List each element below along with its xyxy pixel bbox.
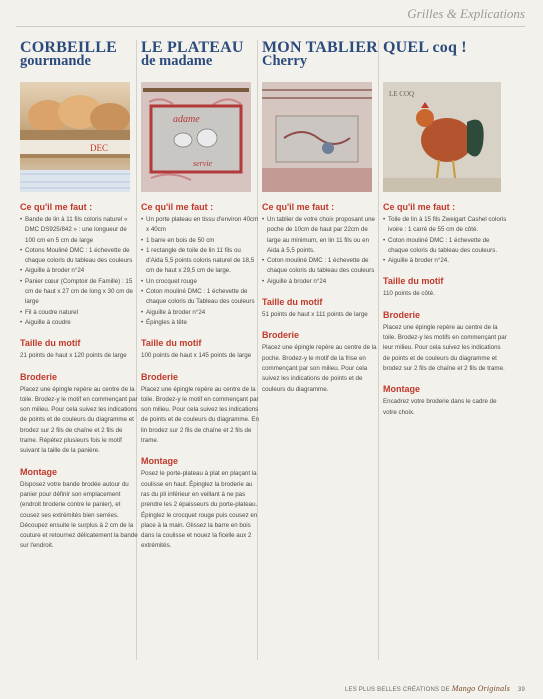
list-item: • Un crocquet rouge	[141, 277, 259, 287]
apron-photo	[262, 82, 372, 192]
list-item: • Aiguille à broder n°24	[141, 308, 259, 318]
basket-photo	[20, 82, 130, 192]
project-title	[262, 40, 380, 80]
footer-brand: Mango Originals	[451, 684, 511, 693]
project-title	[141, 40, 259, 80]
needs-list	[20, 215, 138, 328]
assembly-title: Montage	[141, 456, 178, 467]
page-number: 39	[517, 687, 525, 693]
assembly-title: Montage	[383, 384, 420, 395]
list-item: • Coton mouliné DMC : 1 échevette de chaque coloris du Tableau des couleurs	[141, 287, 259, 308]
page-footer	[345, 684, 525, 693]
title-line2: Cherry	[262, 53, 308, 70]
tray-word-bottom: servie	[193, 159, 213, 168]
assembly-text: Encadrez votre broderie dans le cadre de votre choix.	[383, 398, 497, 416]
size-text: 110 points de côté.	[383, 290, 435, 298]
header-divider	[16, 26, 525, 27]
section-header: Grilles & Explications	[407, 6, 525, 21]
list-item: • Un porte plateau en tissu d'environ 40cm x 40cm	[141, 215, 259, 236]
project-title	[20, 40, 138, 80]
list-item: • Bande de lin à 11 fils coloris naturel « DMC DS925/842 » : une longueur de 100 cm en 5 cm de large	[20, 215, 138, 246]
size-title: Taille du motif	[262, 297, 323, 308]
embroidery-title: Broderie	[383, 309, 421, 320]
needs-title: Ce qu'il me faut :	[20, 202, 93, 212]
embroidery-text: Placez une épingle repère au centre de la toile. Brodez-y les motifs en commençant par leur milieu. Pour cela suivez les indications de points et de couleurs du diagramme et brodez sur 2 fils de chaîne et 2 fils de trame.	[383, 323, 507, 372]
embroidery-title: Broderie	[20, 371, 58, 382]
basket-monogram: DEC	[90, 143, 108, 153]
project-corbeille	[20, 40, 138, 552]
title-line1: QUEL coq !	[383, 39, 467, 56]
tray-word-top: adame	[173, 114, 200, 125]
assembly-title: Montage	[20, 466, 57, 477]
title-line1: LE PLATEAU	[141, 39, 244, 56]
title-line2: gourmande	[20, 53, 91, 70]
size-text: 21 points de haut x 120 points de large	[20, 352, 127, 360]
list-item: • Coton mouliné DMC : 1 échevette de chaque coloris du tableau des couleurs.	[383, 236, 509, 257]
needs-title: Ce qu'il me faut :	[383, 202, 456, 212]
embroidery-title: Broderie	[141, 371, 179, 382]
basket-illustration	[20, 82, 130, 192]
embroidery-text: Placez une épingle repère au centre de la poche. Brodez-y le motif de la frise en commençant par son milieu. Pour cela suivez les indications de points et de couleurs du diagramme.	[262, 344, 377, 393]
project-coq	[383, 40, 509, 418]
assembly-text: Disposez votre bande brodée autour du panier pour définir son emplacement (endroit broderie contre le panier), et cousez ses extrémités bien serrées. Découpez ensuite le surplus à 2 cm de la couture et retournez délicatement la bande sur l'endroit.	[20, 480, 138, 550]
size-text: 100 points de haut x 145 points de large	[141, 352, 252, 360]
apron-illustration	[262, 82, 372, 192]
list-item: • Un tablier de votre choix proposant une poche de 10cm de haut par 22cm de large au minimum, en lin 11 fils ou en Aida à 5,5 points.	[262, 215, 380, 256]
list-item: • Aiguille à broder n°24	[262, 277, 380, 287]
embroidery-text: Placez une épingle repère au centre de la toile. Brodez-y le motif en commençant par son milieu. Pour cela suivez les indications de points et de couleurs du diagramme. En lin brodez sur 2 fils de chaîne et 2 fils de trame.	[141, 385, 259, 445]
embroidery-text: Placez une épingle repère au centre de la toile. Brodez-y le motif en commençant par son milieu. Pour cela suivez les indications de points et de couleurs du diagramme et brodez sur 2 fils de chaîne et 2 fils de trame. Répétez plusieurs fois le motif suivant la taille de la panière.	[20, 385, 138, 455]
size-title: Taille du motif	[383, 276, 444, 287]
needs-title: Ce qu'il me faut :	[262, 202, 335, 212]
list-item: • 1 rectangle de toile de lin 11 fils ou d'Aida 5,5 points coloris naturel de 18,5 cm de haut x 29,5 cm de large.	[141, 246, 259, 277]
size-text: 51 points de haut x 111 points de large	[262, 311, 368, 319]
list-item: • Fil à coudre naturel	[20, 308, 138, 318]
list-item: • Panier cœur (Comptoir de Famille) : 15 cm de haut x 27 cm de long x 30 cm de large	[20, 277, 138, 308]
list-item: • Épingles à tête	[141, 318, 259, 328]
list-item: • Cotons Mouliné DMC : 1 échevette de chaque coloris du tableau des couleurs	[20, 246, 138, 267]
footer-source: LES PLUS BELLES CRÉATIONS DE	[344, 687, 450, 693]
needs-title: Ce qu'il me faut :	[141, 202, 214, 212]
rooster-photo	[383, 82, 501, 192]
title-line2: de madame	[141, 53, 213, 70]
size-title: Taille du motif	[20, 338, 81, 349]
title-line1: CORBEILLE	[20, 39, 117, 56]
tray-illustration	[141, 82, 251, 192]
list-item: • Aiguille à broder n°24	[20, 266, 138, 276]
list-item: • 1 barre en bois de 50 cm	[141, 236, 259, 246]
rooster-caption: LE COQ	[389, 90, 415, 98]
list-item: • Aiguille à broder n°24.	[383, 256, 509, 266]
embroidery-title: Broderie	[262, 330, 300, 341]
assembly-text: Posez le porte-plateau à plat en plaçant la coulisse en haut. Épinglez la broderie au ras du pli inférieur en veillant à ne pas prendre les 2 épaisseurs du porte-plateau. Épinglez le crocquet rouge puis cousez en place à la main. Glissez la barre en bois dans la coulisse et nouez la ficelle aux 2 extrémités.	[141, 470, 258, 550]
needs-list	[141, 215, 259, 328]
project-tablier	[262, 40, 380, 395]
size-title: Taille du motif	[141, 338, 202, 349]
rooster-illustration	[383, 82, 501, 192]
needs-list	[262, 215, 380, 287]
tray-photo	[141, 82, 251, 192]
list-item: • Aiguille à coudre	[20, 318, 138, 328]
list-item: • Coton mouliné DMC : 1 échevette de chaque coloris du tableau des couleurs	[262, 256, 380, 277]
title-line1: MON TABLIER	[262, 39, 378, 56]
project-title	[383, 40, 509, 80]
list-item: • Toile de lin à 15 fils Zweigart Cashel coloris ivoire : 1 carré de 55 cm de côté.	[383, 215, 509, 236]
needs-list	[383, 215, 509, 266]
project-plateau	[141, 40, 259, 552]
